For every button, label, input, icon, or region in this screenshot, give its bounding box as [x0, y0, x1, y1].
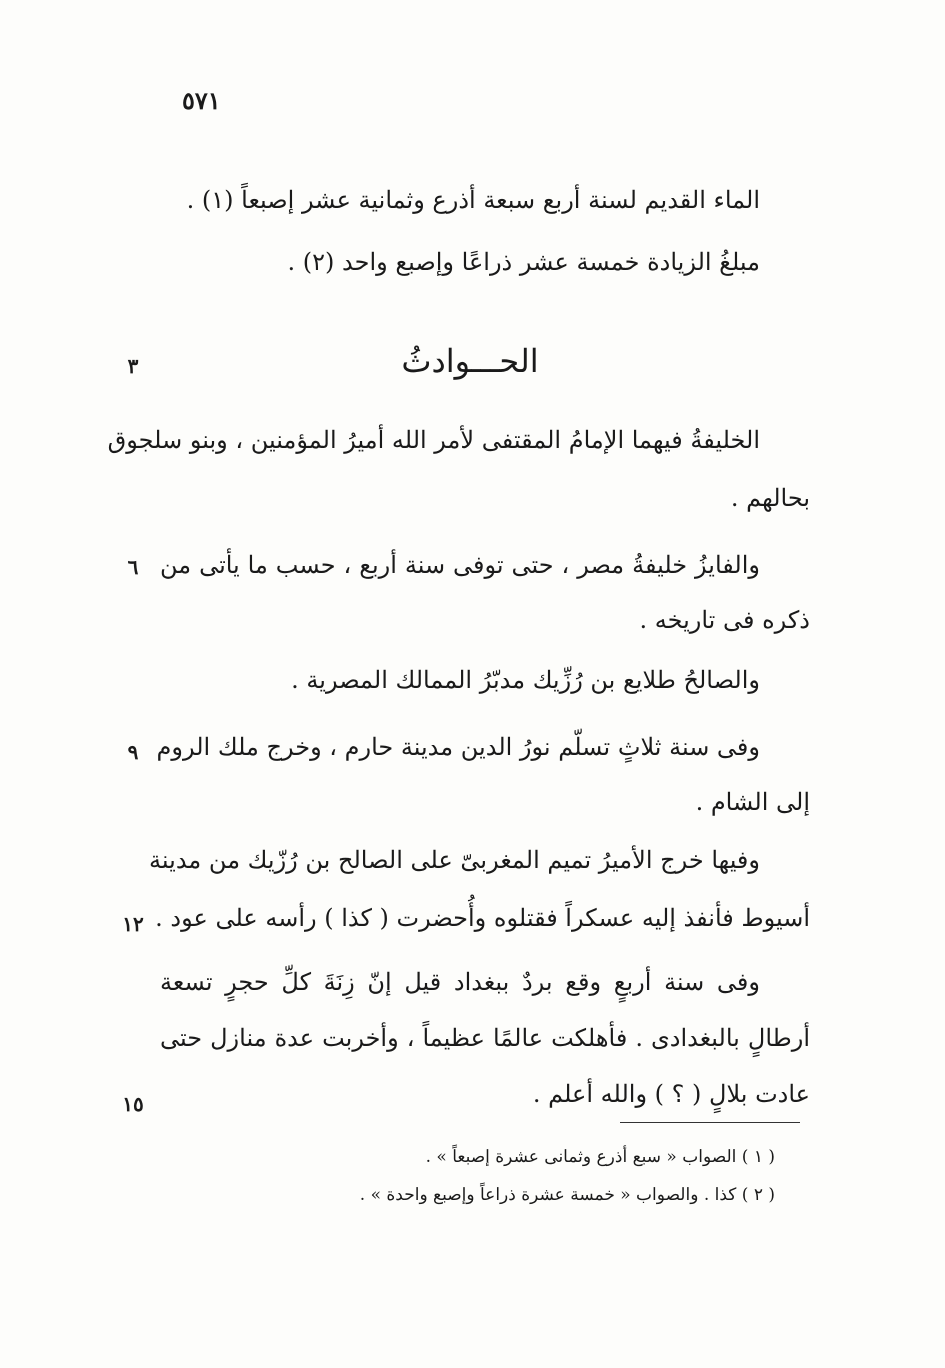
section-heading: الحـــوادثُ [401, 342, 539, 380]
intro-line: مبلغُ الزيادة خمسة عشر ذراعًا وإصبع واحد (٢) . [287, 248, 760, 276]
line-number: ١٢ [122, 912, 144, 936]
line-number: ٦ [127, 555, 139, 579]
line-number: ٩ [127, 740, 139, 764]
body-line: عادت بلالٍ ( ؟ ) والله أعلم . [532, 1080, 810, 1108]
page-number: ٥٧١ [182, 86, 221, 115]
body-line: الخليفةُ فيهما الإمامُ المقتفى لأمر الله أميرُ المؤمنين ، وبنو سلجوق [107, 426, 760, 454]
line-number: ٣ [127, 354, 139, 378]
body-line: والفايزُ خليفةُ مصر ، حتى توفى سنة أربع ، حسب ما يأتى من [160, 551, 760, 579]
line-number: ١٥ [122, 1092, 144, 1116]
body-line: بحالهم . [730, 484, 810, 512]
body-line: وفيها خرج الأميرُ تميم المغربىّ على الصالح بن رُزّيك من مدينة [149, 846, 760, 874]
footnote-divider [620, 1122, 800, 1123]
footnote: ( ١ ) الصواب « سبع أذرع وثمانى عشرة إصبعاً » . [425, 1147, 775, 1167]
body-line: أرطالٍ بالبغدادى . فأهلكت عالمًا عظيماً ، وأخربت عدة منازل حتى [160, 1024, 810, 1052]
body-line: إلى الشام . [695, 788, 810, 816]
body-line: والصالحُ طلايع بن رُزِّيك مدبّرُ الممالك المصرية . [291, 666, 760, 694]
body-line: أسيوط فأنفذ إليه عسكراً فقتلوه وأُحضرت ( كذا ) رأسه على عود . [155, 904, 810, 932]
body-line: وفى سنة ثلاثٍ تسلّم نورُ الدين مدينة حارم ، وخرج ملك الروم [156, 733, 760, 761]
body-line: ذكره فى تاريخه . [639, 606, 810, 634]
intro-line: الماء القديم لسنة أربع سبعة أذرع وثمانية عشر إصبعاً (١) . [186, 186, 760, 214]
body-line: وفى سنة أربعٍ وقع بردٌ ببغداد قيل إنّ زِنَةَ كلِّ حجرٍ تسعة [160, 968, 760, 996]
footnote: ( ٢ ) كذا . والصواب « خمسة عشرة ذراعاً وإصبع واحدة » . [359, 1185, 775, 1205]
